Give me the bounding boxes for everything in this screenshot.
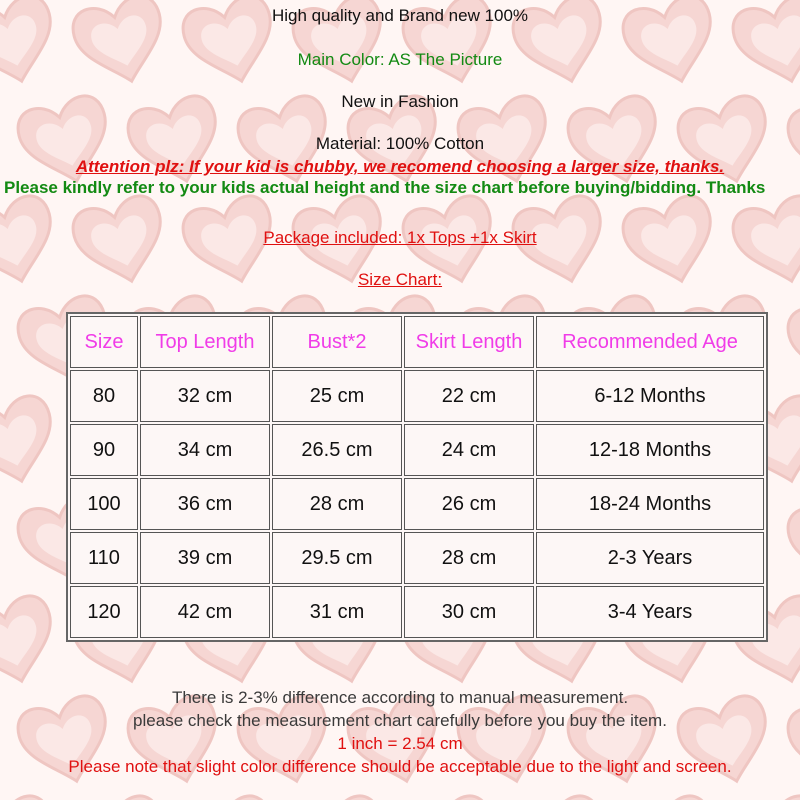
- cell-bust: 28 cm: [272, 478, 402, 530]
- table-header-row: [70, 316, 764, 368]
- cell-age: 2-3 Years: [536, 532, 764, 584]
- cell-age: 18-24 Months: [536, 478, 764, 530]
- cell-bust: 31 cm: [272, 586, 402, 638]
- cell-top-length: 39 cm: [140, 532, 270, 584]
- color-difference-note: Please note that slight color difference should be acceptable due to the light and screen.: [68, 757, 732, 776]
- attention-text: Attention plz: If your kid is chubby, we recomend choosing a larger size, thanks.: [75, 157, 725, 176]
- cell-age: 3-4 Years: [536, 586, 764, 638]
- cell-size: 110: [70, 532, 138, 584]
- size-chart-title: Size Chart:: [357, 270, 443, 289]
- cell-size: 100: [70, 478, 138, 530]
- cell-top-length: 36 cm: [140, 478, 270, 530]
- cell-age: 12-18 Months: [536, 424, 764, 476]
- inch-conversion: 1 inch = 2.54 cm: [337, 734, 463, 753]
- material-text: Material: 100% Cotton: [315, 134, 485, 153]
- header-size: Size: [70, 316, 138, 368]
- cell-size: 90: [70, 424, 138, 476]
- cell-bust: 29.5 cm: [272, 532, 402, 584]
- cell-top-length: 34 cm: [140, 424, 270, 476]
- cell-top-length: 32 cm: [140, 370, 270, 422]
- table-row: [70, 586, 764, 638]
- header-top-length: Top Length: [140, 316, 270, 368]
- table-row: [70, 424, 764, 476]
- quality-text: High quality and Brand new 100%: [271, 6, 529, 25]
- table-row: [70, 370, 764, 422]
- cell-skirt-length: 22 cm: [404, 370, 534, 422]
- cell-bust: 26.5 cm: [272, 424, 402, 476]
- size-chart-table: [66, 312, 768, 642]
- cell-size: 120: [70, 586, 138, 638]
- table-row: [70, 532, 764, 584]
- refer-text: Please kindly refer to your kids actual height and the size chart before buying/bidding. Thanks: [4, 178, 766, 197]
- cell-age: 6-12 Months: [536, 370, 764, 422]
- table-row: [70, 478, 764, 530]
- main-color-text: Main Color: AS The Picture: [297, 50, 503, 69]
- cell-skirt-length: 24 cm: [404, 424, 534, 476]
- header-bust: Bust*2: [272, 316, 402, 368]
- fashion-text: New in Fashion: [341, 92, 459, 111]
- header-skirt-length: Skirt Length: [404, 316, 534, 368]
- cell-skirt-length: 30 cm: [404, 586, 534, 638]
- header-recommended-age: Recommended Age: [536, 316, 764, 368]
- cell-skirt-length: 26 cm: [404, 478, 534, 530]
- package-text: Package included: 1x Tops +1x Skirt: [263, 228, 537, 247]
- cell-bust: 25 cm: [272, 370, 402, 422]
- cell-skirt-length: 28 cm: [404, 532, 534, 584]
- check-note: please check the measurement chart carefully before you buy the item.: [133, 711, 667, 730]
- cell-size: 80: [70, 370, 138, 422]
- cell-top-length: 42 cm: [140, 586, 270, 638]
- difference-note: There is 2-3% difference according to manual measurement.: [171, 688, 629, 707]
